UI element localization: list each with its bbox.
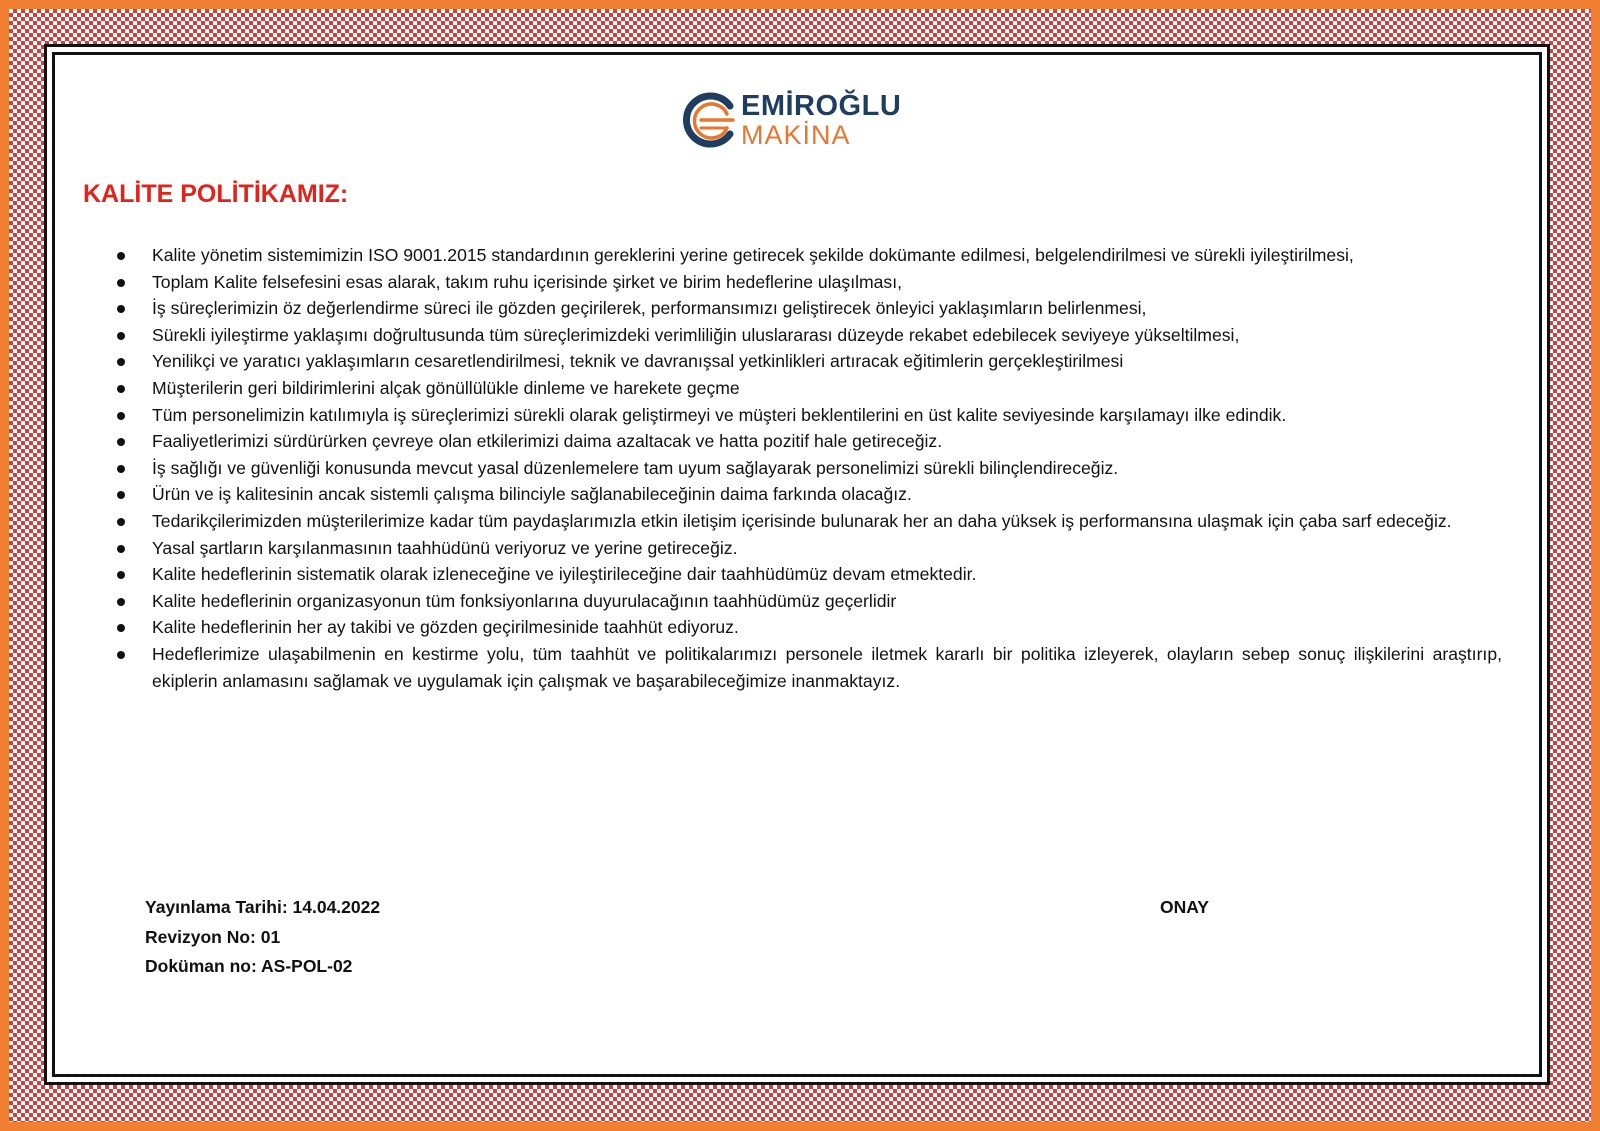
list-item: [114, 535, 1502, 562]
list-item: [114, 481, 1502, 508]
bullet-icon: [117, 305, 125, 313]
list-item: [114, 641, 1502, 694]
list-item-text: Yenilikçi ve yaratıcı yaklaşımların cesaretlendirilmesi, teknik ve davranışsal yetkinlikleri artıracak eğitimlerin gerçekleştirilmesi: [152, 351, 1124, 372]
list-item-text: Kalite yönetim sistemimizin ISO 9001.2015 standardının gereklerini yerine getirecek şekilde dokümante edilmesi, belgelendirilmesi ve sürekli iyileştirilmesi,: [152, 245, 1354, 265]
list-item-text: Kalite hedeflerinin her ay takibi ve gözden geçirilmesinide taahhüt ediyoruz.: [152, 617, 739, 638]
bullet-icon: [117, 545, 125, 553]
list-item: [114, 348, 1502, 375]
list-item-text: İş süreçlerimizin öz değerlendirme süreci ile gözden geçirilerek, performansımızı geliştirecek önleyici yaklaşımların belirlenmesi,: [152, 298, 1147, 319]
publish-date: Yayınlama Tarihi: 14.04.2022: [145, 897, 381, 917]
list-item: [114, 295, 1502, 322]
logo-brand-name: EMİROĞLU: [741, 90, 902, 122]
list-item-text: Ürün ve iş kalitesinin ancak sistemli çalışma bilinciyle sağlanabileceğinin daima farkında olacağız.: [152, 484, 912, 505]
bullet-icon: [117, 412, 125, 420]
bullet-icon: [117, 598, 125, 606]
list-item: [114, 588, 1502, 615]
list-item: [114, 242, 1502, 269]
bullet-icon: [117, 279, 125, 287]
emiroglu-e-logo-icon: [683, 92, 739, 148]
list-item: [114, 508, 1502, 535]
list-item-text: Sürekli iyileştirme yaklaşımı doğrultusunda tüm süreçlerimizdeki verimliliğin uluslararası düzeyde rekabet edebilecek seviyeye yükseltilmesi,: [152, 324, 1240, 345]
bullet-icon: [117, 651, 125, 659]
document-number: Doküman no: AS-POL-02: [145, 956, 353, 976]
bullet-icon: [117, 624, 125, 632]
bullet-icon: [117, 465, 125, 473]
bullet-icon: [117, 252, 125, 260]
bullet-icon: [117, 518, 125, 526]
list-item-text: Tedarikçilerimizden müşterilerimize kadar tüm paydaşlarımızla etkin iletişim içerisinde bulunarak her an daha yüksek iş performansına ulaşmak için çaba sarf edeceğiz.: [152, 510, 1452, 531]
list-item: [114, 428, 1502, 455]
bullet-icon: [117, 571, 125, 579]
document-info: [145, 893, 380, 982]
list-item-text: Yasal şartların karşılanmasının taahhüdünü veriyoruz ve yerine getireceğiz.: [152, 537, 738, 558]
policy-list: [114, 242, 1502, 694]
list-item: [114, 375, 1502, 402]
bullet-icon: [117, 438, 125, 446]
bullet-icon: [117, 385, 125, 393]
list-item: [114, 269, 1502, 296]
list-item-text: Kalite hedeflerinin sistematik olarak izleneceğine ve iyileştirileceğine dair taahhüdümüz devam etmektedir.: [152, 564, 977, 585]
approval-label: ONAY: [1160, 897, 1209, 917]
list-item-text: Hedeflerimize ulaşabilmenin en kestirme yolu, tüm taahhüt ve politikalarımızı personele iletmek kararlı bir politika izleyerek, olayların sebep sonuç ilişkilerini araştırıp, ekiplerin anlamasını sağlamak ve uygulamak için çalışmak ve başarabileceğimize inanmaktayız.: [152, 643, 1502, 691]
revision-number: Revizyon No: 01: [145, 926, 281, 947]
page-title: KALİTE POLİTİKAMIZ:: [83, 180, 349, 208]
company-logo: [683, 90, 902, 152]
list-item-text: Kalite hedeflerinin organizasyonun tüm fonksiyonlarına duyurulacağının taahhüdümüz geçerlidir: [152, 590, 897, 611]
bullet-icon: [117, 332, 125, 340]
bullet-icon: [117, 358, 125, 366]
list-item-text: Müşterilerin geri bildirimlerini alçak gönüllülükle dinleme ve harekete geçme: [152, 377, 740, 398]
list-item: [114, 322, 1502, 349]
list-item: [114, 614, 1502, 641]
list-item: [114, 561, 1502, 588]
list-item-text: Faaliyetlerimizi sürdürürken çevreye olan etkilerimizi daima azaltacak ve hatta pozitif hale getireceğiz.: [152, 431, 943, 452]
logo-subtitle: MAKİNA: [741, 120, 851, 150]
list-item-text: Toplam Kalite felsefesini esas alarak, takım ruhu içerisinde şirket ve birim hedeflerine ulaşılması,: [152, 271, 903, 292]
list-item: [114, 402, 1502, 429]
list-item: [114, 455, 1502, 482]
list-item-text: İş sağlığı ve güvenliği konusunda mevcut yasal düzenlemelere tam uyum sağlayarak personelimizi sürekli bilinçlendireceğiz.: [152, 457, 1119, 478]
bullet-icon: [117, 491, 125, 499]
list-item-text: Tüm personelimizin katılımıyla iş süreçlerimizi sürekli olarak geliştirmeyi ve müşteri beklentilerini en üst kalite seviyesinde karşılamayı ilke edindik.: [152, 404, 1287, 425]
